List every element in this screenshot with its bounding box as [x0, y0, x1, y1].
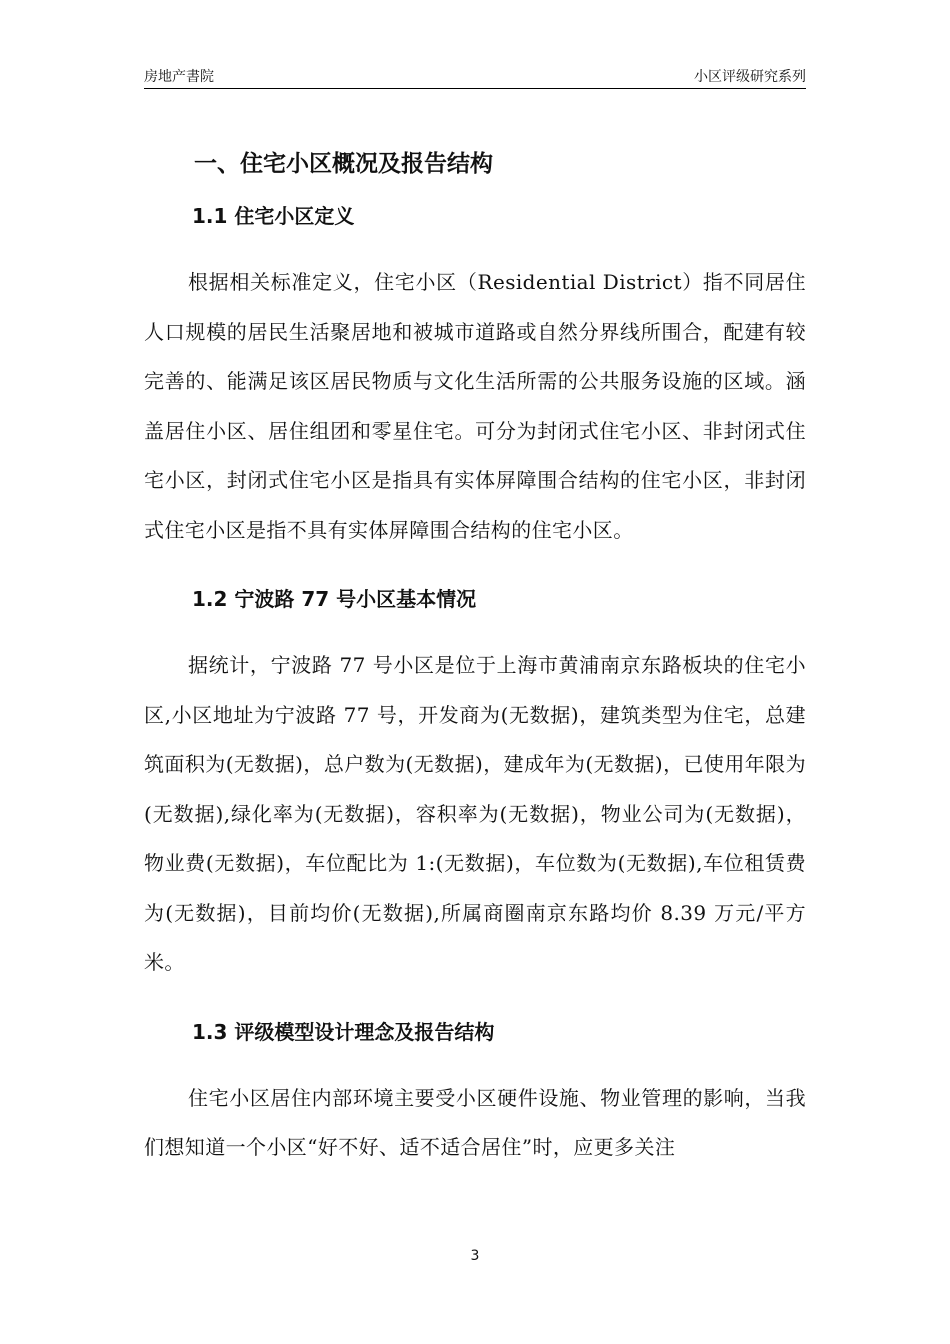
subsection-heading: 1.3 评级模型设计理念及报告结构	[192, 1019, 495, 1044]
header-right-title: 小区评级研究系列	[694, 69, 806, 85]
subsection-heading: 1.2 宁波路 77 号小区基本情况	[192, 587, 477, 611]
paragraph: 住宅小区居住内部环境主要受小区硬件设施、物业管理的影响，当我们想知道一个小区“好不好、适不适合居住”时，应更多关注	[144, 1085, 806, 1159]
subsection-heading: 1.1 住宅小区定义	[192, 204, 355, 228]
page-header	[144, 66, 806, 88]
paragraph: 据统计，宁波路 77 号小区是位于上海市黄浦南京东路板块的住宅小区,小区地址为宁波路 77 号，开发商为(无数据)，建筑类型为住宅，总建筑面积为(无数据)，总户数为(无数据)，建成年为(无数据)，已使用年限为(无数据),绿化率为(无数据)，容积率为(无数据)，物业公司为(无数据)，物业费(无数据)，车位配比为 1:(无数据)，车位数为(无数据),车位租赁费为(无数据)，目前均价(无数据),所属商圈南京东路均价 8.39 万元/平方米。	[144, 653, 806, 974]
header-divider	[144, 88, 806, 89]
paragraph: 根据相关标准定义，住宅小区（Residential District）指不同居住人口规模的居民生活聚居地和被城市道路或自然分界线所围合，配建有较完善的、能满足该区居民物质与文化生活所需的公共服务设施的区域。涵盖居住小区、居住组团和零星住宅。可分为封闭式住宅小区、非封闭式住宅小区，封闭式住宅小区是指具有实体屏障围合结构的住宅小区，非封闭式住宅小区是指不具有实体屏障围合结构的住宅小区。	[144, 270, 806, 542]
document-body	[144, 142, 806, 1173]
page-number: 3	[470, 1248, 480, 1264]
header-left-title: 房地产書院	[144, 69, 214, 85]
section-heading: 一、住宅小区概况及报告结构	[194, 151, 493, 177]
